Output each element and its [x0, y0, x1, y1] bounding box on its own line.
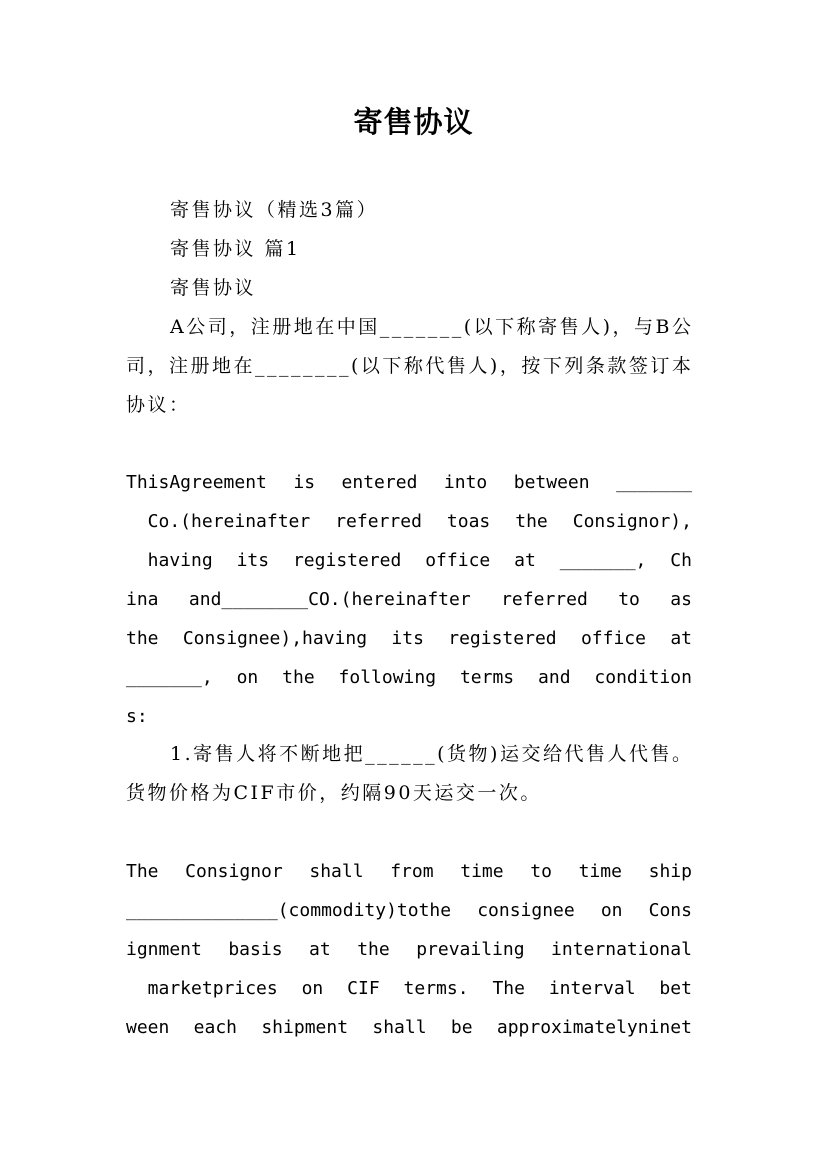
word: bet — [659, 978, 692, 999]
word: office — [425, 550, 491, 571]
word: and________CO.(hereinafter — [188, 589, 471, 610]
word: Consignor), — [572, 511, 692, 532]
word: on — [236, 667, 259, 688]
word: _______, — [559, 550, 647, 571]
clause1-cn-line: 货物价格为CIF市价，约隔90天运交一次。 — [126, 782, 542, 804]
word: office — [580, 628, 646, 649]
word: referred — [501, 589, 588, 610]
text-line — [126, 860, 692, 884]
word: Cons — [648, 900, 692, 921]
word: registered — [292, 550, 402, 571]
word: its — [236, 550, 270, 571]
text-line — [126, 588, 692, 612]
word: is — [293, 472, 316, 493]
word: the — [282, 667, 315, 688]
word: between — [513, 472, 590, 493]
text-line — [126, 899, 692, 923]
text-line — [126, 938, 692, 962]
word: The — [126, 861, 159, 882]
word: shall — [372, 1017, 427, 1038]
word: entered — [341, 472, 418, 493]
word: s: — [126, 706, 148, 727]
word: registered — [448, 628, 557, 649]
document-title: 寄售协议 — [353, 105, 474, 139]
text-line — [126, 549, 692, 573]
word: marketprices — [126, 978, 278, 999]
word: shipment — [261, 1017, 349, 1038]
word: ina — [126, 589, 159, 610]
word: ignment — [126, 939, 202, 960]
word: Consignor — [185, 861, 283, 882]
text-line — [126, 627, 692, 651]
text-line — [126, 510, 692, 534]
word: international — [551, 939, 692, 960]
word: on — [600, 900, 623, 921]
text-line — [126, 471, 692, 495]
word: following — [338, 667, 437, 688]
word: time — [460, 861, 504, 882]
word: consignee — [477, 900, 575, 921]
word: Co.(hereinafter — [126, 511, 311, 532]
word: The — [492, 978, 525, 999]
cn-intro-line: 协议： — [126, 394, 191, 416]
word: to — [618, 589, 640, 610]
word: its — [391, 628, 424, 649]
word: basis — [228, 939, 283, 960]
text-line — [126, 1016, 692, 1040]
text-line — [126, 705, 148, 729]
word: to — [530, 861, 552, 882]
word: having — [126, 550, 213, 571]
word: referred — [335, 511, 422, 532]
word: on — [301, 978, 324, 999]
word: interval — [548, 978, 636, 999]
word: ______________(commodity)tothe — [126, 900, 452, 921]
part-heading: 寄售协议 篇1 — [170, 238, 301, 260]
text-line — [126, 977, 692, 1001]
word: the — [515, 511, 548, 532]
word: as — [670, 589, 692, 610]
word: the — [357, 939, 390, 960]
word: CIF — [347, 978, 380, 999]
document-subtitle: 寄售协议（精选3篇） — [170, 199, 379, 221]
word: at — [670, 628, 692, 649]
word: prevailing — [416, 939, 525, 960]
cn-intro-line: 司，注册地在________(以下称代售人)，按下列条款签订本 — [126, 355, 694, 377]
word: each — [193, 1017, 238, 1038]
word: toas — [446, 511, 491, 532]
word: be — [450, 1017, 473, 1038]
word: at — [514, 550, 536, 571]
word: _______, — [126, 667, 213, 688]
word: and — [538, 667, 571, 688]
word: ThisAgreement — [126, 472, 267, 493]
cn-intro-line: A公司，注册地在中国_______(以下称寄售人)，与B公 — [170, 316, 694, 338]
word: the — [126, 628, 159, 649]
text-line — [126, 666, 692, 690]
section-heading: 寄售协议 — [170, 277, 257, 299]
word: Consignee),having — [182, 628, 368, 649]
word: from — [390, 861, 434, 882]
word: _______ — [616, 472, 692, 493]
word: approximatelyninet — [496, 1017, 692, 1038]
word: Ch — [670, 550, 692, 571]
clause1-cn-line: 1.寄售人将不断地把______(货物)运交给代售人代售。 — [170, 743, 694, 765]
word: ship — [648, 861, 692, 882]
word: into — [443, 472, 488, 493]
word: condition — [594, 667, 692, 688]
word: at — [309, 939, 331, 960]
word: terms — [459, 667, 515, 688]
word: shall — [309, 861, 364, 882]
word: time — [578, 861, 622, 882]
word: terms. — [403, 978, 469, 999]
word: ween — [126, 1017, 170, 1038]
